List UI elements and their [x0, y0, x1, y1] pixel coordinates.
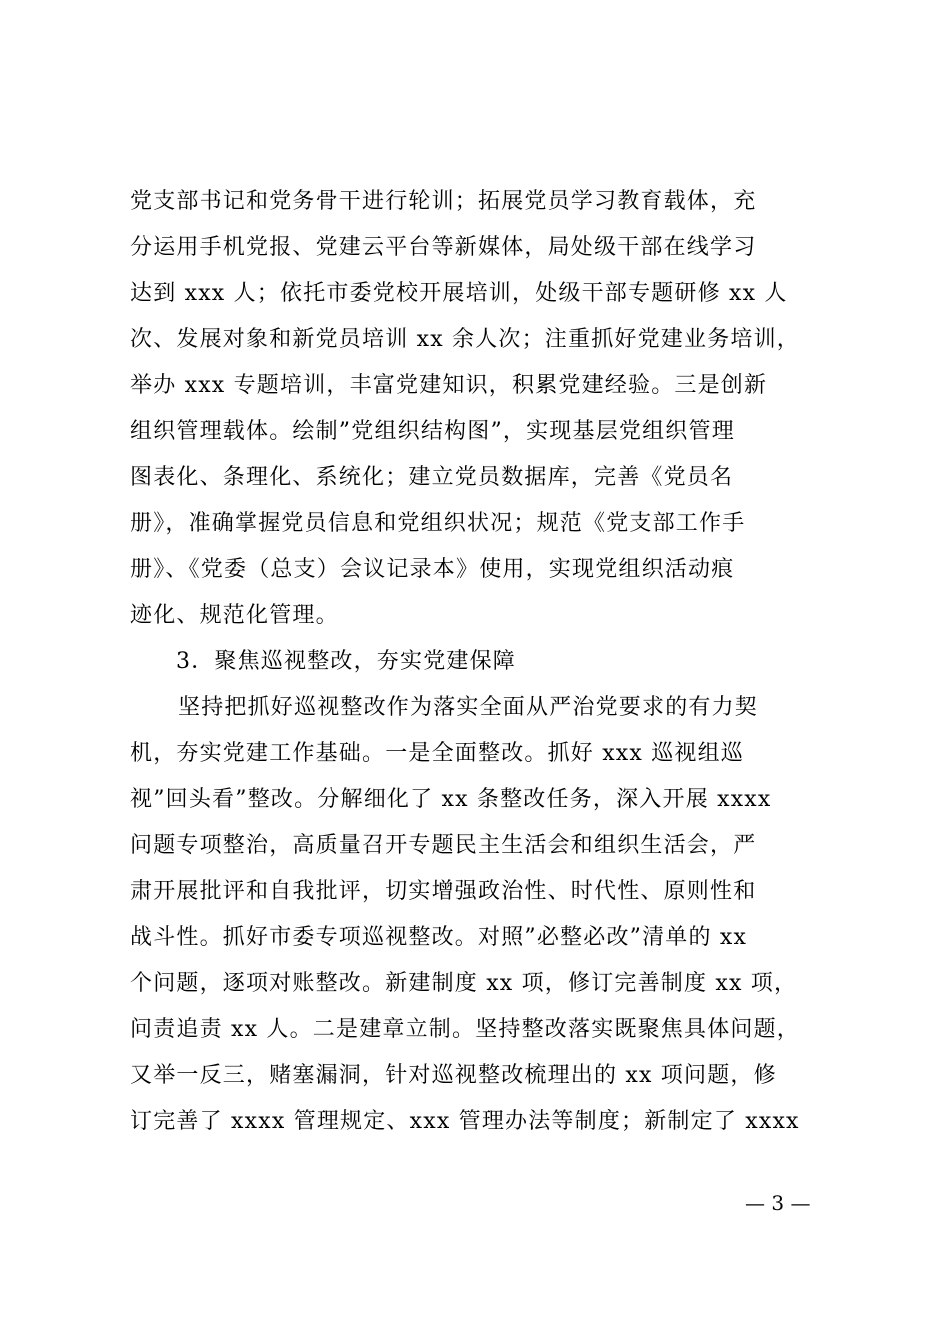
page-number: — 3 —: [745, 1191, 811, 1215]
paragraph-2-line-5: 肃开展批评和自我批评，切实增强政治性、时代性、原则性和: [130, 879, 757, 904]
body-line-8: 册》，准确掌握党员信息和党组织状况；规范《党支部工作手: [130, 511, 746, 536]
paragraph-2-line-10: 订完善了 xxxx 管理规定、xxx 管理办法等制度；新制定了 xxxx: [130, 1109, 800, 1134]
paragraph-2-line-8: 问责追责 xx 人。二是建章立制。坚持整改落实既聚焦具体问题，: [130, 1017, 801, 1042]
paragraph-2-line-6: 战斗性。抓好市委专项巡视整改。对照”必整必改”清单的 xx: [130, 925, 748, 950]
paragraph-2-line-3: 视”回头看”整改。分解细化了 xx 条整改任务，深入开展 xxxx: [130, 787, 772, 812]
paragraph-2-line-4: 问题专项整治，高质量召开专题民主生活会和组织生活会，严: [130, 833, 757, 858]
body-line-7: 图表化、条理化、系统化；建立党员数据库，完善《党员名: [130, 465, 734, 490]
body-line-9: 册》、《党委（总支）会议记录本》使用，实现党组织活动痕: [130, 557, 735, 582]
paragraph-2-line-2: 机，夯实党建工作基础。一是全面整改。抓好 xxx 巡视组巡: [130, 741, 745, 766]
paragraph-2-line-7: 个问题，逐项对账整改。新建制度 xx 项，修订完善制度 xx 项，: [130, 971, 798, 996]
paragraph-2-line-1: 坚持把抓好巡视整改作为落实全面从严治党要求的有力契: [178, 695, 759, 720]
body-line-5: 举办 xxx 专题培训，丰富党建知识，积累党建经验。三是创新: [130, 373, 768, 398]
body-line-2: 分运用手机党报、党建云平台等新媒体，局处级干部在线学习: [130, 235, 757, 260]
body-line-4: 次、发展对象和新党员培训 xx 余人次；注重抓好党建业务培训，: [130, 327, 801, 352]
body-line-6: 组织管理载体。绘制”党组织结构图”，实现基层党组织管理: [130, 419, 735, 444]
section-heading: 3．聚焦巡视整改，夯实党建保障: [176, 649, 516, 674]
body-line-10: 迹化、规范化管理。: [130, 603, 339, 628]
body-line-1: 党支部书记和党务骨干进行轮训；拓展党员学习教育载体，充: [130, 189, 757, 214]
paragraph-2-line-9: 又举一反三，赌塞漏洞，针对巡视整改梳理出的 xx 项问题，修: [130, 1063, 777, 1088]
body-line-3: 达到 xxx 人；依托市委党校开展培训，处级干部专题研修 xx 人: [130, 281, 788, 306]
